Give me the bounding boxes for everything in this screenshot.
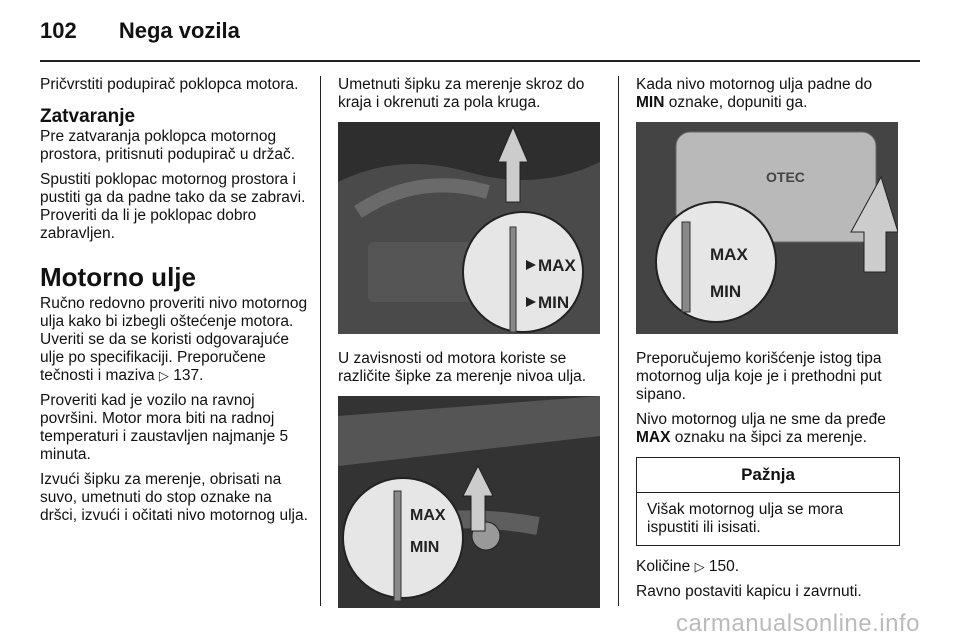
paragraph: Pričvrstiti podupirač poklopca motora. — [40, 76, 299, 93]
dipstick-illustration-2 — [338, 396, 600, 608]
paragraph: Pre zatvaranja poklopca motornog prostora, pritisnuti podupirač u držač. — [40, 128, 296, 163]
engine-brand-text: OTEC — [766, 169, 805, 185]
page-title: Nega vozila — [118, 18, 240, 43]
reference-arrow-icon: ▷ — [694, 559, 705, 574]
reference-arrow-icon: ▷ — [158, 368, 169, 383]
min-label: MIN — [710, 282, 742, 301]
paragraph: Proveriti kad je vozilo na ravnoj površini. Motor mora biti na radnoj temperaturi i zaustavljen najmanje 5 minuta. — [40, 392, 289, 463]
max-label: MAX — [710, 245, 748, 264]
paragraph: Kada nivo motornog ulja padne do MIN oznake, dopuniti ga. — [636, 76, 873, 111]
paragraph: Izvući šipku za merenje, obrisati na suvo, umetnuti do stop oznake na dršci, izvući i očitati nivo motornog ulja. — [40, 471, 308, 524]
paragraph: Preporučujemo korišćenje istog tipa motornog ulja koje je i prethodni put sipano. — [636, 350, 882, 403]
notice-title: Pažnja — [637, 458, 899, 493]
min-label: MIN — [410, 539, 440, 556]
page-reference[interactable]: 150. — [708, 558, 740, 575]
paragraph: Umetnuti šipku za merenje skroz do kraja i okrenuti za pola kruga. — [338, 76, 585, 111]
page-header — [40, 18, 240, 44]
paragraph: Spustiti poklopac motornog prostora i pustiti ga da padne tako da se zabravi. Proveriti da li je poklopac dobro zabravljen. — [40, 171, 306, 242]
watermark: carmanualsonline.info — [676, 610, 920, 637]
max-label: MAX — [538, 256, 576, 275]
column-divider — [320, 76, 321, 606]
closing-heading: Zatvaranje — [40, 106, 136, 127]
header-rule — [40, 60, 920, 62]
notice-body: Višak motornog ulja se mora ispustiti ili isisati. — [647, 501, 844, 536]
column-2 — [338, 76, 600, 624]
paragraph: Ravno postaviti kapicu i zavrnuti. — [636, 583, 862, 600]
dipstick-illustration-1 — [338, 122, 600, 334]
column-divider — [618, 76, 619, 606]
column-3 — [636, 76, 900, 608]
column-1 — [40, 76, 310, 532]
paragraph: Nivo motornog ulja ne sme da pređe MAX oznaku na šipci za merenje. — [636, 411, 886, 446]
notice-box — [636, 457, 900, 546]
page-reference[interactable]: 137. — [173, 367, 204, 384]
paragraph: Količine ▷ 150. — [636, 558, 740, 575]
paragraph: Ručno redovno proveriti nivo motornog ulja kako bi izbegli oštećenje motora. Uveriti se da se koristi odgovarajuće ulje po specifikaciji. Preporučene tečnosti i maziva ▷ 137. — [40, 295, 308, 384]
max-label: MAX — [410, 507, 446, 524]
paragraph: U zavisnosti od motora koriste se različite šipke za merenje nivoa ulja. — [338, 350, 587, 385]
min-label: MIN — [538, 293, 570, 312]
page-number: 102 — [40, 18, 77, 43]
oil-heading: Motorno ulje — [40, 262, 196, 292]
dipstick-illustration-3 — [636, 122, 898, 334]
